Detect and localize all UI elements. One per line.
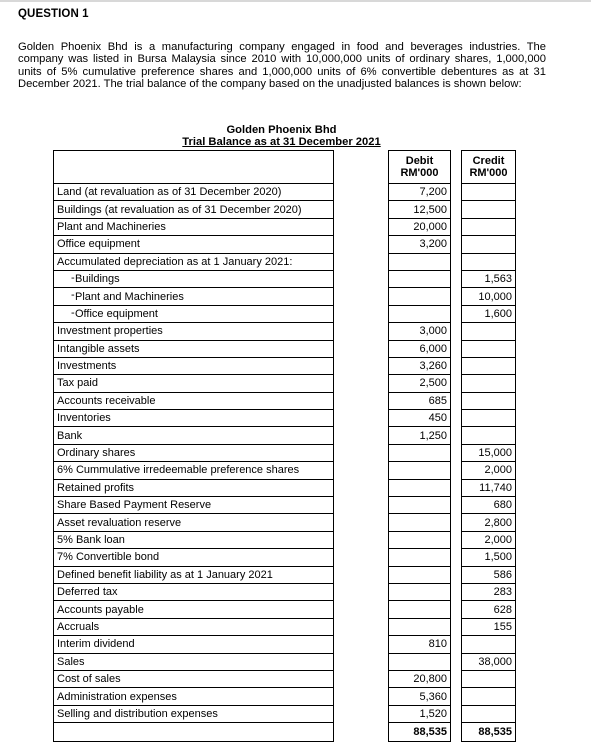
credit-cell [462, 218, 516, 235]
gap-cell [334, 253, 389, 270]
row-label [54, 323, 334, 340]
row-label [54, 583, 334, 600]
gap-cell [451, 514, 462, 531]
row-label [54, 705, 334, 722]
row-label-text: Sales [57, 655, 85, 668]
row-label [54, 410, 334, 427]
row-label-text: 6% Cummulative irredeemable preference shares [57, 464, 300, 477]
credit-cell [462, 670, 516, 687]
gap-cell [334, 270, 389, 287]
credit-header-unit: RM'000 [469, 167, 508, 179]
gap-cell [451, 305, 462, 322]
row-label-text: Retained profits [57, 481, 135, 494]
trial-balance-table [53, 150, 516, 742]
row-label [54, 462, 334, 479]
indent-dash: - [71, 306, 75, 319]
gap-cell [334, 705, 389, 722]
gap-cell [451, 601, 462, 618]
indent-dash: - [71, 289, 75, 302]
credit-cell: 11,740 [462, 479, 516, 496]
table-row [54, 601, 516, 618]
row-label-text: Office equipment [75, 307, 158, 320]
gap-cell [334, 670, 389, 687]
debit-cell: 1,520 [389, 705, 451, 722]
trial-balance-title-text: Trial Balance as at 31 December 2021 [182, 136, 381, 148]
table-row [54, 323, 516, 340]
debit-cell: 3,000 [389, 323, 451, 340]
row-label [54, 566, 334, 583]
table-row [54, 653, 516, 670]
question-intro: Golden Phoenix Bhd is a manufacturing company engaged in food and beverages industries. The company was listed in Bursa Malaysia since 2010 with 10,000,000 units of ordinary shares, 1,000,000 units of 5% cumulative preference shares and 1,000,000 units of 6% convertible debentures as at 31 December 2021. The trial balance of the company based on the unadjusted balances is shown below: [18, 41, 546, 91]
debit-header-unit: RM'000 [400, 167, 439, 179]
gap-cell [334, 357, 389, 374]
gap-cell [451, 618, 462, 635]
gap-cell [451, 479, 462, 496]
credit-cell: 1,500 [462, 549, 516, 566]
question-title: QUESTION 1 [18, 8, 89, 20]
debit-cell [389, 514, 451, 531]
row-label-text: 7% Convertible bond [57, 551, 160, 564]
gap-cell [451, 531, 462, 548]
credit-cell: 680 [462, 497, 516, 514]
table-row [54, 305, 516, 322]
credit-cell [462, 705, 516, 722]
credit-header [462, 151, 516, 184]
gap-cell [451, 427, 462, 444]
debit-cell [389, 653, 451, 670]
gap-cell [451, 340, 462, 357]
gap-cell [334, 479, 389, 496]
gap-cell [334, 583, 389, 600]
table-row [54, 583, 516, 600]
gap-cell [451, 444, 462, 461]
credit-cell: 2,000 [462, 462, 516, 479]
table-row [54, 670, 516, 687]
gap-cell [451, 201, 462, 218]
row-label-text: Plant and Machineries [75, 290, 184, 303]
debit-cell [389, 566, 451, 583]
row-label-text: Investment properties [57, 325, 163, 338]
gap-cell [451, 270, 462, 287]
debit-cell: 20,800 [389, 670, 451, 687]
debit-cell: 3,260 [389, 357, 451, 374]
row-label-text: Tax paid [57, 377, 98, 390]
gap-cell [451, 636, 462, 653]
row-label-text: Land (at revaluation as of 31 December 2020) [57, 186, 282, 199]
credit-cell: 10,000 [462, 288, 516, 305]
gap-cell [334, 288, 389, 305]
table-row [54, 462, 516, 479]
row-label [54, 288, 334, 305]
table-row [54, 218, 516, 235]
debit-cell [389, 549, 451, 566]
gap-cell [334, 340, 389, 357]
top-rule [0, 0, 591, 2]
gap-cell [451, 253, 462, 270]
gap-cell [334, 601, 389, 618]
row-label-text: Accounts payable [57, 603, 144, 616]
table-row [54, 410, 516, 427]
debit-cell [389, 253, 451, 270]
totals-row [54, 723, 516, 742]
gap-cell [334, 653, 389, 670]
credit-cell [462, 375, 516, 392]
gap-cell [334, 549, 389, 566]
table-row [54, 531, 516, 548]
debit-cell [389, 601, 451, 618]
row-label [54, 444, 334, 461]
row-label-text: Inventories [57, 412, 111, 425]
credit-cell [462, 357, 516, 374]
credit-cell: 38,000 [462, 653, 516, 670]
gap-cell [451, 323, 462, 340]
gap-cell [334, 497, 389, 514]
credit-header-label: Credit [472, 154, 505, 167]
gap-cell [334, 618, 389, 635]
row-label [54, 357, 334, 374]
gap-cell [451, 462, 462, 479]
table-row [54, 427, 516, 444]
debit-cell: 810 [389, 636, 451, 653]
debit-cell: 450 [389, 410, 451, 427]
row-label [54, 497, 334, 514]
gap-cell [451, 375, 462, 392]
gap-cell [334, 636, 389, 653]
gap-cell [451, 549, 462, 566]
debit-total: 88,535 [389, 723, 451, 742]
gap-cell [451, 288, 462, 305]
credit-cell [462, 688, 516, 705]
credit-cell [462, 201, 516, 218]
gap-cell [334, 201, 389, 218]
table-row [54, 236, 516, 253]
credit-cell: 1,600 [462, 305, 516, 322]
debit-cell: 12,500 [389, 201, 451, 218]
row-label [54, 392, 334, 409]
debit-cell: 7,200 [389, 184, 451, 201]
credit-cell: 1,563 [462, 270, 516, 287]
credit-cell [462, 340, 516, 357]
table-row [54, 270, 516, 287]
debit-cell [389, 531, 451, 548]
debit-cell: 3,200 [389, 236, 451, 253]
gap-cell [334, 375, 389, 392]
gap-cell [334, 514, 389, 531]
credit-cell [462, 253, 516, 270]
row-label [54, 236, 334, 253]
row-label [54, 427, 334, 444]
gap-cell [451, 392, 462, 409]
row-label [54, 253, 334, 270]
gap-cell [334, 410, 389, 427]
row-label-text: Asset revaluation reserve [57, 516, 182, 529]
row-label [54, 601, 334, 618]
debit-cell: 685 [389, 392, 451, 409]
gap-cell [334, 531, 389, 548]
table-row [54, 184, 516, 201]
row-label-text: Buildings (at revaluation as of 31 December 2020) [57, 203, 302, 216]
debit-cell [389, 270, 451, 287]
gap-cell [451, 670, 462, 687]
row-label-text: Administration expenses [57, 690, 177, 703]
row-label [54, 549, 334, 566]
credit-cell [462, 636, 516, 653]
table-row [54, 340, 516, 357]
gap-cell [451, 688, 462, 705]
credit-cell [462, 410, 516, 427]
header-blank-cell [54, 151, 334, 184]
header-gap-cell [334, 151, 389, 184]
row-label-text: Selling and distribution expenses [57, 707, 218, 720]
row-label-text: Deferred tax [57, 586, 118, 599]
debit-cell: 6,000 [389, 340, 451, 357]
debit-header [389, 151, 451, 184]
table-header-row [54, 151, 516, 184]
row-label [54, 218, 334, 235]
table-row [54, 392, 516, 409]
row-label-text: Office equipment [57, 238, 140, 251]
row-label-text: 5% Bank loan [57, 534, 125, 546]
debit-cell: 5,360 [389, 688, 451, 705]
trial-balance-title [0, 136, 563, 148]
row-label [54, 531, 334, 548]
gap-cell [451, 218, 462, 235]
gap-cell [451, 357, 462, 374]
gap-cell [334, 323, 389, 340]
table-row [54, 688, 516, 705]
table-row [54, 288, 516, 305]
debit-cell [389, 462, 451, 479]
debit-cell: 20,000 [389, 218, 451, 235]
gap-cell [334, 392, 389, 409]
row-label-text: Ordinary shares [57, 447, 136, 460]
gap-cell [451, 583, 462, 600]
row-label [54, 688, 334, 705]
credit-cell: 283 [462, 583, 516, 600]
credit-cell: 2,800 [462, 514, 516, 531]
gap-cell [334, 723, 389, 742]
table-row [54, 357, 516, 374]
table-row [54, 566, 516, 583]
row-label [54, 184, 334, 201]
debit-cell [389, 497, 451, 514]
credit-cell: 15,000 [462, 444, 516, 461]
row-label-text: Bank [57, 429, 83, 442]
credit-total: 88,535 [462, 723, 516, 742]
gap-cell [451, 705, 462, 722]
row-label-text: Accruals [57, 620, 100, 633]
row-label [54, 305, 334, 322]
credit-cell: 628 [462, 601, 516, 618]
row-label [54, 636, 334, 653]
row-label-text: Investments [57, 360, 117, 373]
company-name: Golden Phoenix Bhd [226, 124, 337, 136]
row-label [54, 479, 334, 496]
gap-cell [334, 305, 389, 322]
table-row [54, 549, 516, 566]
table-row [54, 636, 516, 653]
debit-cell [389, 618, 451, 635]
indent-dash: - [71, 271, 75, 284]
row-label-text: Plant and Machineries [57, 220, 166, 233]
credit-cell [462, 427, 516, 444]
gap-cell [334, 688, 389, 705]
table-row [54, 618, 516, 635]
gap-cell [334, 218, 389, 235]
gap-cell [451, 236, 462, 253]
table-row [54, 479, 516, 496]
gap-cell [334, 566, 389, 583]
row-label [54, 375, 334, 392]
row-label-text: Defined benefit liability as at 1 January 2021 [57, 568, 273, 581]
gap-cell [451, 653, 462, 670]
debit-cell [389, 444, 451, 461]
row-label-text: Intangible assets [57, 342, 140, 355]
gap-cell [334, 427, 389, 444]
debit-header-label: Debit [405, 154, 434, 167]
table-row [54, 375, 516, 392]
row-label [54, 270, 334, 287]
credit-cell: 2,000 [462, 531, 516, 548]
credit-cell [462, 392, 516, 409]
row-label-text: Cost of sales [57, 673, 121, 686]
row-label-text: Accumulated depreciation as at 1 January 2021: [57, 255, 293, 268]
table-row [54, 201, 516, 218]
row-label [54, 618, 334, 635]
credit-cell [462, 184, 516, 201]
row-label [54, 514, 334, 531]
gap-cell [451, 497, 462, 514]
debit-cell [389, 288, 451, 305]
gap-cell [334, 184, 389, 201]
credit-cell [462, 236, 516, 253]
row-label [54, 653, 334, 670]
gap-cell [451, 566, 462, 583]
table-row [54, 444, 516, 461]
row-label-text: Buildings [75, 273, 120, 286]
table-row [54, 514, 516, 531]
gap-cell [451, 723, 462, 742]
gap-cell [451, 410, 462, 427]
row-label [54, 340, 334, 357]
row-label-text: Interim dividend [57, 638, 135, 651]
credit-cell [462, 323, 516, 340]
debit-cell: 2,500 [389, 375, 451, 392]
totals-label [54, 723, 334, 742]
row-label [54, 201, 334, 218]
table-row [54, 705, 516, 722]
row-label-text: Accounts receivable [57, 394, 156, 407]
gap-cell [334, 444, 389, 461]
gap-cell [334, 236, 389, 253]
row-label-text: Share Based Payment Reserve [57, 499, 212, 512]
debit-cell [389, 583, 451, 600]
debit-cell: 1,250 [389, 427, 451, 444]
table-row [54, 497, 516, 514]
debit-cell [389, 305, 451, 322]
debit-cell [389, 479, 451, 496]
gap-cell [334, 462, 389, 479]
table-row [54, 253, 516, 270]
gap-cell [451, 184, 462, 201]
credit-cell: 155 [462, 618, 516, 635]
header-gap-cell [451, 151, 462, 184]
trial-balance-body [54, 151, 516, 742]
credit-cell: 586 [462, 566, 516, 583]
row-label [54, 670, 334, 687]
